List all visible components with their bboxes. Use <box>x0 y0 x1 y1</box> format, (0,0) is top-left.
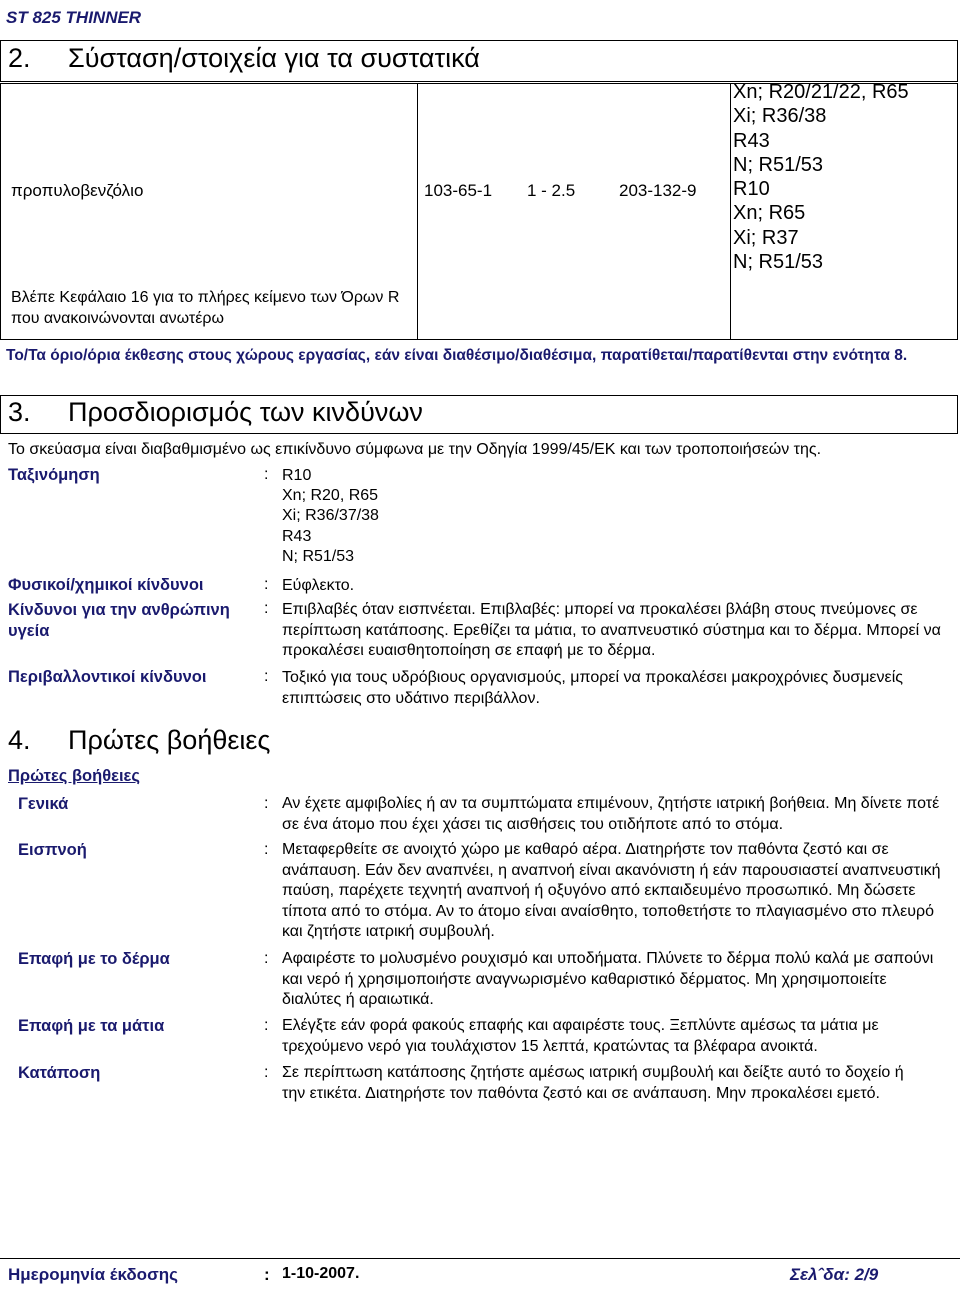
page-number: Σελˆδα: 2/9 <box>790 1265 879 1284</box>
physchem-hazards-label: Φυσικοί/χημικοί κίνδυνοι <box>8 576 204 594</box>
first-aid-skin-text: Αφαιρέστε το μολυσμένο ρουχισμό και υποδήματα. Πλύνετε το δέρμα πολύ καλά με σαπούνι και νερό ή χρησιμοποιήστε αναγνωρισμένο καθαριστικό δέρματος. Μη χρησιμοποιείτε διαλύτες ή αραιωτικά. <box>282 950 934 1008</box>
first-aid-general-text: Αν έχετε αμφιβολίες ή αν τα συμπτώματα επιμένουν, ζητήστε ιατρική βοήθεια. Μη δίνετε ποτέ σε ένα άτομο που έχει χάσει τις αισθήσεις του οτιδήποτε από το στόμα. <box>282 795 940 833</box>
classification-values <box>282 466 942 567</box>
first-aid-inhalation-text: Μεταφερθείτε σε ανοιχτό χώρο με καθαρό αέρα. Διατηρήστε τον παθόντα ζεστό και σε ανάπαυση. Εάν δεν αναπνέει, η αναπνοή είναι ακανόνιστη ή εάν παρουσιαστεί αναπνευστική παύση, παρέχετε τεχνητή αναπνοή ή οξυγόνο από εκπαιδευμένο προσωπικό. Μη δώσετε τίποτα από το στόμα. Αν το άτομο είναι αναίσθητο, τοποθετήστε το πλαγιασμένο στο πλευρό και ζητήστε ιατρική συμβουλή. <box>282 841 941 940</box>
first-aid-ingestion-text: Σε περίπτωση κατάποσης ζητήστε αμέσως ιατρική συμβουλή και δείξτε αυτό το δοχείο ή την ετικέτα. Διατηρήστε τον παθόντα ζεστό και σε ανάπαυση. Μην προκαλέσει εμετό. <box>282 1064 904 1102</box>
issue-date-label: Ημερομηνία έκδοσης <box>8 1265 178 1284</box>
r-phrase-line: Xn; R65 <box>733 202 806 225</box>
first-aid-subheading: Πρώτες βοήθειες <box>8 767 140 785</box>
first-aid-ingestion-label: Κατάποση <box>18 1064 101 1082</box>
first-aid-general-colon: : <box>264 795 269 812</box>
r-phrase-line: Xn; R20/21/22, R65 <box>733 81 909 103</box>
component-cas: 103-65-1 <box>424 181 493 200</box>
physchem-colon: : <box>264 576 269 593</box>
physchem-hazards-value: Εύφλεκτο. <box>282 577 355 594</box>
r-phrase-line: N; R51/53 <box>733 251 824 274</box>
classification-colon: : <box>264 466 269 483</box>
section-3-intro: Το σκεύασμα είναι διαβαθμισμένο ως επικίνδυνο σύμφωνα με την Οδηγία 1999/45/ΕΚ και των τροποποιήσεών της. <box>8 441 822 458</box>
section-3-title: Προσδιορισμός των κινδύνων <box>68 397 423 427</box>
classification-line: R43 <box>282 527 312 545</box>
section-4-title: Πρώτες βοήθειες <box>68 725 271 755</box>
section-2-title: Σύσταση/στοιχεία για τα συστατικά <box>68 43 480 73</box>
first-aid-inhalation-colon: : <box>264 841 269 858</box>
first-aid-skin-colon: : <box>264 950 269 967</box>
r-phrase-line: Xi; R36/38 <box>733 105 827 128</box>
classification-line: Xn; R20, R65 <box>282 487 379 505</box>
classification-line: N; R51/53 <box>282 547 355 565</box>
table-divider-name <box>417 83 418 340</box>
r-phrase-line: R10 <box>733 178 770 201</box>
first-aid-general-label: Γενικά <box>18 795 69 813</box>
r-phrase-line: N; R51/53 <box>733 153 824 176</box>
component-classification <box>733 80 909 274</box>
table-divider-classification <box>730 83 731 340</box>
r-phrase-line: Xi; R37 <box>733 226 799 249</box>
human-health-hazards-value: Επιβλαβές όταν εισπνέεται. Επιβλαβές: μπορεί να προκαλέσει βλάβη στους πνεύμονες σε περίπτωση κατάποσης. Ερεθίζει τα μάτια, το αναπνευστικό σύστημα και το δέρμα. Μπορεί να προκαλέσει ευαισθητοποίηση σε επαφή με το δέρμα. <box>282 601 941 659</box>
environmental-hazards-value: Τοξικό για τους υδρόβιους οργανισμούς, μπορεί να προκαλέσει μακροχρόνιες δυσμενείς επιπτώσεις στο υδάτινο περιβάλλον. <box>282 669 903 707</box>
issue-date-colon: : <box>264 1265 270 1284</box>
issue-date-value: 1-10-2007. <box>282 1265 360 1282</box>
r-phrase-line: R43 <box>733 129 770 152</box>
environmental-hazards-label: Περιβαλλοντικοί κίνδυνοι <box>8 668 207 686</box>
table-border-right <box>957 83 958 340</box>
exposure-limits-note: Το/Τα όριο/όρια έκθεσης στους χώρους εργασίας, εάν είναι διαθέσιμο/διαθέσιμα, παρατίθεται/παρατίθενται στην ενότητα 8. <box>6 347 908 364</box>
first-aid-ingestion-colon: : <box>264 1064 269 1081</box>
section-4-number: 4. <box>8 725 31 755</box>
component-ec: 203-132-9 <box>619 181 697 200</box>
component-name: προπυλοβενζόλιο <box>11 181 144 200</box>
first-aid-skin-label: Επαφή με το δέρμα <box>18 950 170 968</box>
section-3-number: 3. <box>8 397 31 427</box>
first-aid-eyes-colon: : <box>264 1017 269 1034</box>
footer-divider <box>0 1258 960 1259</box>
classification-label: Ταξινόμηση <box>8 466 100 484</box>
human-health-hazards-label: Κίνδυνοι για την ανθρώπινη υγεία <box>8 601 230 640</box>
human-health-colon: : <box>264 600 269 617</box>
section-2-number: 2. <box>8 43 31 73</box>
first-aid-inhalation-label: Εισπνοή <box>18 841 87 859</box>
table-border-left <box>0 83 1 340</box>
environmental-colon: : <box>264 668 269 685</box>
r-phrases-reference-note: Βλέπε Κεφάλαιο 16 για το πλήρες κείμενο των Όρων R που ανακοινώνονται ανωτέρω <box>11 289 400 327</box>
classification-line: Xi; R36/37/38 <box>282 507 379 525</box>
component-weight: 1 - 2.5 <box>527 181 576 200</box>
classification-line: R10 <box>282 467 312 484</box>
document-title: ST 825 THINNER <box>6 8 142 27</box>
first-aid-eyes-text: Ελέγξτε εάν φορά φακούς επαφής και αφαιρέστε τους. Ξεπλύντε αμέσως τα μάτια με τρεχούμενο νερό για τουλάχιστον 15 λεπτά, κρατώντας τα βλέφαρα ανοικτά. <box>282 1017 879 1055</box>
first-aid-eyes-label: Επαφή με τα μάτια <box>18 1017 165 1035</box>
